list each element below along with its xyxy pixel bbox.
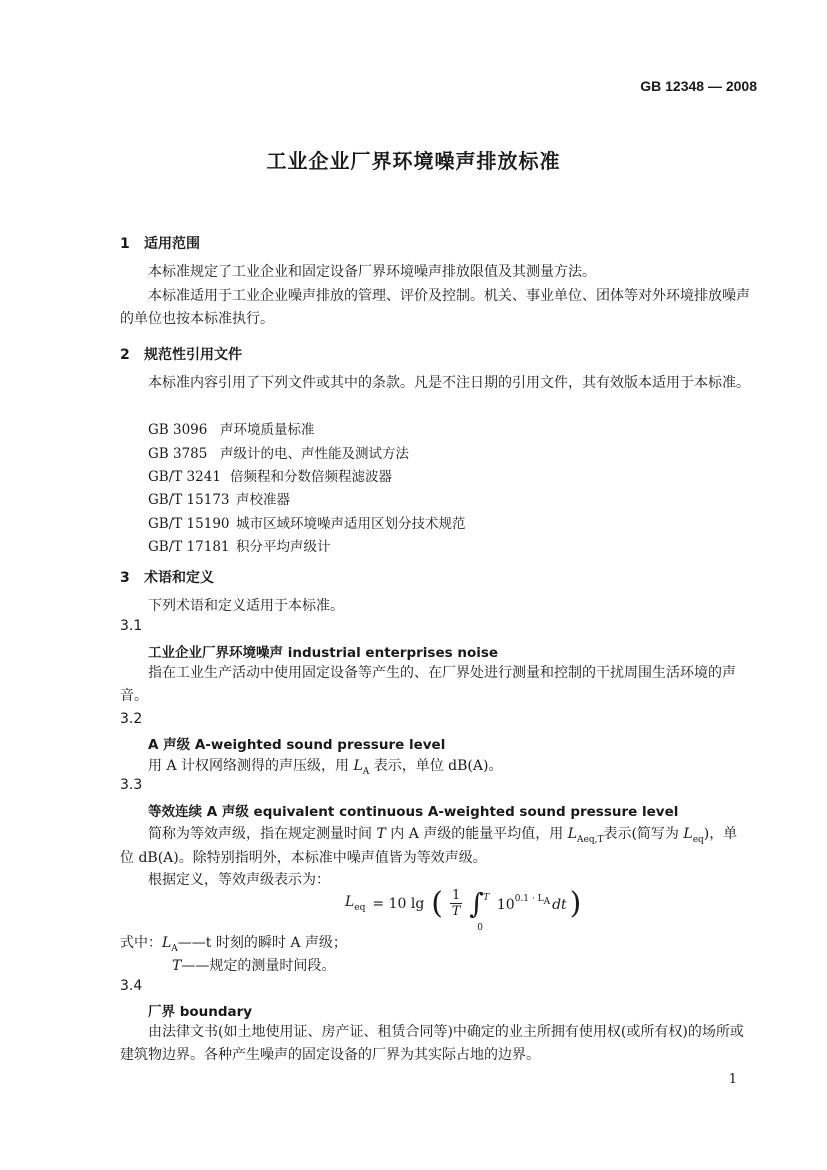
text-run: )，单 [703,826,738,842]
symbol-L: L [567,826,578,842]
text-run: 简称为等效声级，指在规定测量时间 [148,826,377,842]
subsection-3-4-number: 3.4 [120,978,143,994]
symbol-L: L [683,826,693,842]
upper-limit: T [483,892,490,903]
section-number: 1 [120,236,130,252]
reference-item [148,488,290,508]
subsection-3-3-number: 3.3 [120,777,143,793]
reference-code: GB/T 15173 [148,492,230,508]
reference-name: 声校准器 [236,492,290,508]
close-paren: ) [569,885,582,921]
term-3-4: 厂界 boundary [148,1004,253,1020]
text-run: ——规定的测量时间段。 [181,958,336,974]
subscript: A [171,943,178,954]
reference-name: 声环境质量标准 [220,422,315,438]
reference-code: GB/T 3241 [148,469,221,485]
subsection-3-1-number: 3.1 [120,618,143,634]
reference-code: GB/T 15190 [148,516,230,532]
denominator: T [451,904,461,919]
formula-where-2 [172,955,335,975]
symbol-T: T [376,826,386,842]
section-1-heading [120,233,200,253]
subscript: A [362,766,370,777]
definition-3-3-line-2: 位 dB(A)。除特别指明外，本标准中噪声值皆为等效声级。 [120,850,487,866]
reference-name: 积分平均声级计 [236,539,331,555]
section-3-heading [120,567,214,587]
where-label: 式中： [120,935,162,951]
section-2-heading [120,344,242,364]
paragraph-scope-2: 本标准适用于工业企业噪声排放的管理、评价及控制。机关、事业单位、团体等对外环境排放噪声的单位也按本标准执行。 [120,288,750,327]
equivalent-level-formula [345,885,582,933]
paragraph-terms-intro: 下列术语和定义适用于本标准。 [148,598,344,614]
subscript: eq [692,834,704,845]
subscript: Aeq,T [577,834,604,845]
formula-equals: = 10 lg [372,895,425,912]
subsection-3-2-number: 3.2 [120,711,143,727]
text-run: 表示(简写为 [603,826,684,842]
page-number: 1 [728,1072,737,1087]
symbol-L: L [162,935,172,951]
definition-3-3-line-1 [148,823,737,845]
integral-sign: ∫ T 0 [469,890,484,918]
text-run: 表示，单位 dB(A)。 [369,758,503,774]
section-number: 2 [120,347,130,363]
term-3-2: A 声级 A-weighted sound pressure level [148,737,446,753]
formula-lhs: $L_{eq}$ [345,894,366,913]
definition-3-1: 指在工业生产活动中使用固定设备等产生的、在厂界处进行测量和控制的干扰周围生活环境的声音。 [120,665,736,704]
reference-name: 倍频程和分数倍频程滤波器 [230,469,392,485]
section-title: 规范性引用文件 [144,347,242,363]
reference-item [148,442,409,462]
paragraph-references-intro: 本标准内容引用了下列文件或其中的条款。凡是不注日期的引用文件，其有效版本适用于本标准。 [148,375,750,391]
section-number: 3 [120,570,130,586]
standard-code: GB 12348 — 2008 [640,78,757,94]
fraction [450,888,462,919]
reference-item [148,465,392,485]
term-3-1: 工业企业厂界环境噪声 industrial enterprises noise [148,645,499,661]
lower-limit: 0 [477,922,484,933]
text-run: 用 A 计权网络测得的声压级，用 [148,758,354,774]
reference-code: GB 3096 [148,422,208,438]
definition-3-4: 由法律文书(如土地使用证、房产证、租赁合同等)中确定的业主所拥有使用权(或所有权)的场所或建筑物边界。各种产生噪声的固定设备的厂界为其实际占地的边界。 [120,1024,744,1063]
symbol-T: T [172,958,182,974]
text-run: ——t 时刻的瞬时 A 声级； [177,935,347,951]
formula-where-1 [120,932,347,954]
symbol-L: L [353,758,363,774]
reference-item [148,535,331,555]
integrand: $10^{0.1 \cdot L_A}$ dt [496,894,567,913]
term-3-3: 等效连续 A 声级 equivalent continuous A-weighted sound pressure level [148,804,679,820]
section-title: 术语和定义 [144,570,214,586]
formula-intro: 根据定义，等效声级表示为： [148,872,330,888]
numerator: 1 [452,888,461,903]
open-paren: ( [431,885,443,921]
definition-3-2 [148,755,502,777]
document-title: 工业企业厂界环境噪声排放标准 [266,149,561,173]
text-run: 内 A 声级的能量平均值，用 [385,826,568,842]
reference-code: GB 3785 [148,446,208,462]
reference-code: GB/T 17181 [148,539,230,555]
paragraph-scope-1: 本标准规定了工业企业和固定设备厂界环境噪声排放限值及其测量方法。 [148,264,596,280]
reference-name: 声级计的电、声性能及测试方法 [220,446,409,462]
reference-name: 城市区域环境噪声适用区划分技术规范 [236,516,466,532]
section-title: 适用范围 [144,236,200,252]
reference-item [148,418,315,438]
reference-item [148,512,466,532]
